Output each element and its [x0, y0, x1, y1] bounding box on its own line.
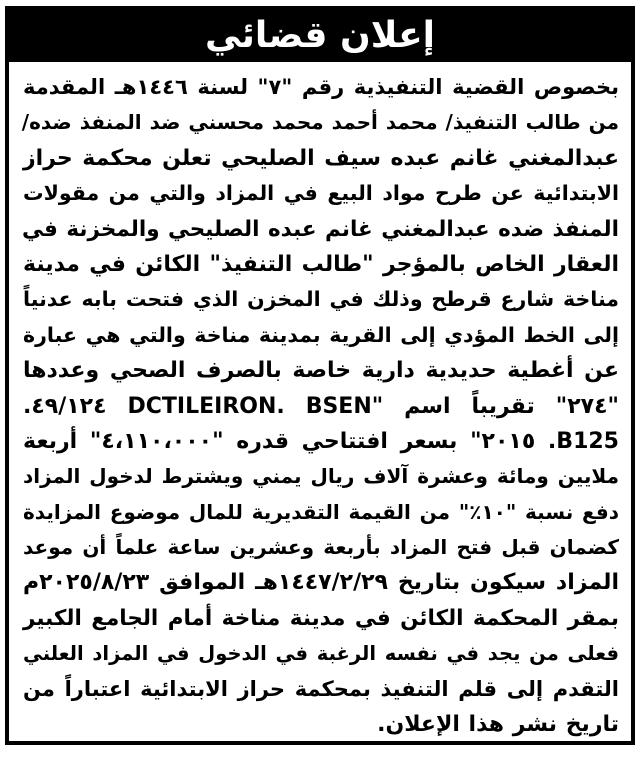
notice-line: بخصوص القضية التنفيذية رقم "٧" لسنة ١٤٤٦هـ المقدمة [23, 75, 619, 99]
notice-line: مناخة شارع قرطح وذلك في المخزن الذي فتحت بابه عدنياً [23, 287, 619, 312]
notice-body [23, 70, 619, 742]
notice-header [9, 10, 631, 62]
judicial-notice [5, 6, 635, 745]
notice-line: عبدالمغني غانم عبده سيف الصليحي تعلن محكمة حراز [23, 145, 619, 171]
notice-line: المزاد سيكون بتاريخ ١٤٤٧/٢/٢٩هـ الموافق ٢٠٢٥/٨/٢٣م [23, 570, 619, 596]
notice-line: ملايين ومائة وعشرة آلاف ريال يمني ويشترط لدخول المزاد [23, 464, 619, 489]
notice-line: دفع نسبة "١٠٪" من القيمة التقديرية للمال موضوع المزايدة [23, 499, 619, 524]
notice-line: تاريخ نشر هذا الإعلان. [377, 712, 619, 738]
notice-line: B125. ٢٠١٥" بسعر افتتاحي قدره "٤،١١٠،٠٠٠" أربعة [23, 428, 619, 454]
notice-title: إعلان قضائي [204, 15, 436, 56]
notice-line: العقار الخاص بالمؤجر "طالب التنفيذ" الكائن في مدينة [23, 251, 619, 277]
notice-line: بمقر المحكمة الكائن في مدينة مناخة أمام الجامع الكبير [23, 605, 619, 631]
notice-line: "٢٧٤" تقريباً اسم "DCTILEIRON. BSEN ٤٩/١٢٤. [23, 393, 619, 419]
notice-line: فعلى من يجد في نفسه الرغبة في الدخول في المزاد العلني [23, 642, 619, 666]
notice-line: المنفذ ضده عبدالمغني غانم عبده الصليحي والمخزنة في [22, 216, 619, 242]
notice-line: كضمان قبل فتح المزاد بأربعة وعشرين ساعة علماً أن موعد [23, 535, 619, 560]
notice-line: التقدم إلى قلم التنفيذ بمحكمة حراز الابتدائية اعتباراً من [23, 676, 619, 701]
notice-line: من طالب التنفيذ/ محمد أحمد محمد محسني ضد المنفذ ضده/ [21, 110, 619, 135]
notice-line: عن أغطية حديدية دارية خاصة بالصرف الصحي وعددها [23, 358, 619, 384]
notice-line: إلى الخط المؤدي إلى القرية بمدينة مناخة والتي هي عبارة [23, 322, 619, 347]
notice-line: الابتدائية عن طرح مواد البيع في المزاد والتي من مقولات [23, 181, 619, 206]
